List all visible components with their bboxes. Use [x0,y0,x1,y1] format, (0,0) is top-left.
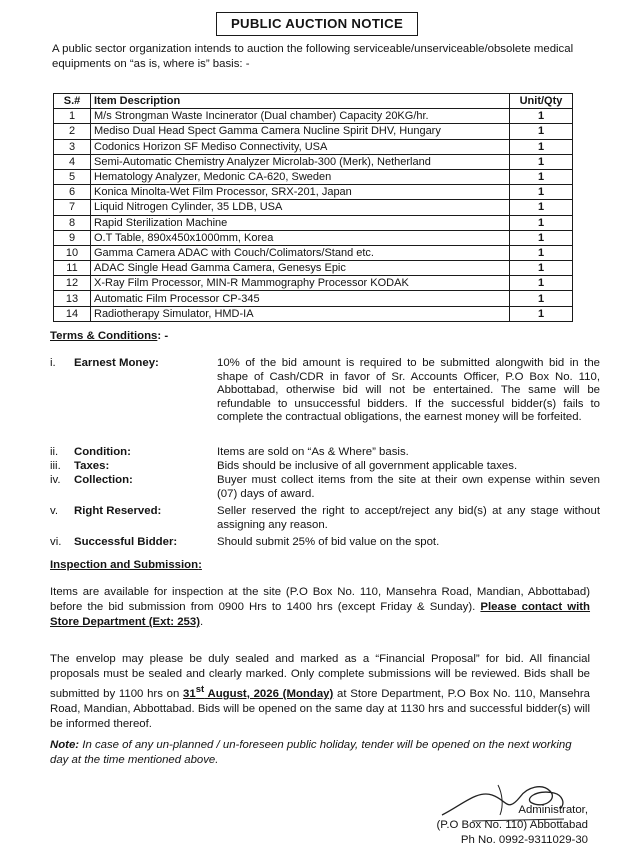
table-row [54,261,573,276]
cell-description: Gamma Camera ADAC with Couch/Colimators/Stand etc. [91,245,510,260]
signatory-title: Administrator, [518,804,588,816]
cell-description: Radiotherapy Simulator, HMD-IA [91,306,510,321]
submission-text-before: The envelop may please be duly sealed and marked as a “Financial Proposal” for bid. All financial proposals must be sealed and clearly marked. Only complete submissions will be reviewed. Bids shall be submitted by 1100 hrs on [50,653,590,700]
cell-sn: 6 [54,185,91,200]
term-number: iii. [50,460,61,472]
submission-deadline [183,684,334,700]
cell-description: Liquid Nitrogen Cylinder, 35 LDB, USA [91,200,510,215]
cell-qty: 1 [510,261,573,276]
note [50,738,590,768]
cell-qty: 1 [510,139,573,154]
cell-description: O.T Table, 890x450x1000mm, Korea [91,230,510,245]
cell-qty: 1 [510,185,573,200]
cell-description: Rapid Sterilization Machine [91,215,510,230]
table-row [54,185,573,200]
items-table [53,93,573,322]
table-row [54,230,573,245]
cell-description: Mediso Dual Head Spect Gamma Camera Nucline Spirit DHV, Hungary [91,124,510,139]
cell-description: Semi-Automatic Chemistry Analyzer Microlab-300 (Merk), Netherland [91,154,510,169]
term-label: Earnest Money: [74,357,159,369]
table-row [54,200,573,215]
cell-qty: 1 [510,109,573,124]
term-label: Collection: [74,474,133,486]
term-label: Right Reserved: [74,505,162,517]
term-value: 10% of the bid amount is required to be submitted alongwith bid in the shape of Cash/CDR in favor of Sr. Accounts Officer, P.O Box No. 110, Abbottabad, otherwise bid will not be entertained. The same will be refundable to unsuccessful bidders. If the successful bidder(s) fails to complete the contractual obligations, the earnest money will be forfeited. [217,357,600,424]
cell-qty: 1 [510,124,573,139]
cell-description: Codonics Horizon SF Mediso Connectivity, USA [91,139,510,154]
cell-sn: 13 [54,291,91,306]
term-number: v. [50,505,59,517]
cell-sn: 2 [54,124,91,139]
cell-sn: 11 [54,261,91,276]
inspection-heading [50,559,202,571]
inspection-text: Items are available for inspection at the site (P.O Box No. 110, Mansehra Road, Mandian, Abbottabad) before the bid submission from 0900 Hrs to 1400 hrs (except Friday & Sunday). [50,586,590,613]
term-value: Items are sold on “As & Where” basis. [217,446,409,458]
inspection-heading-text: Inspection and Submission [50,559,199,571]
inspection-paragraph [50,585,590,630]
table-row [54,306,573,321]
table-row [54,215,573,230]
cell-qty: 1 [510,215,573,230]
store-contact: Please contact with Store Department (Ext: 253) [50,601,591,628]
cell-sn: 5 [54,169,91,184]
cell-qty: 1 [510,291,573,306]
terms-heading-text: Terms & Conditions [50,330,158,342]
table-row [54,154,573,169]
term-value: Should submit 25% of bid value on the spot. [217,536,440,548]
intro-text: A public sector organization intends to auction the following serviceable/unserviceable/obsolete medical equipments on “as is, where is” basis: - [52,43,574,70]
term-number: ii. [50,446,59,458]
table-row [54,139,573,154]
note-label: Note: [50,739,80,751]
cell-qty: 1 [510,169,573,184]
signature-block [436,803,588,848]
deadline-day: 31 [183,687,196,700]
note-text: In case of any un-planned / un-foreseen public holiday, tender will be opened on the next working day at the time mentioned above. [50,739,572,766]
term-label: Taxes: [74,460,110,472]
signatory-phone: Ph No. 0992-9311029-30 [460,834,588,846]
term-number: vi. [50,536,62,548]
cell-qty: 1 [510,154,573,169]
header-description: Item Description [91,94,510,109]
table-row [54,169,573,184]
table-row [54,124,573,139]
term-number: i. [50,357,56,369]
cell-description: Hematology Analyzer, Medonic CA-620, Sweden [91,169,510,184]
cell-qty: 1 [510,230,573,245]
table-body [54,109,573,322]
notice-title: PUBLIC AUCTION NOTICE [216,12,418,36]
term-value: Seller reserved the right to accept/reject any bid(s) at any stage without assigning any reason. [217,505,600,531]
table-header-row [54,94,573,109]
cell-sn: 8 [54,215,91,230]
header-sn: S.# [54,94,91,109]
cell-qty: 1 [510,276,573,291]
term-value: Buyer must collect items from the site at their own expense within seven (07) days of award. [217,474,600,500]
terms-heading-suffix: : - [157,330,169,342]
cell-sn: 3 [54,139,91,154]
term-number: iv. [50,474,61,486]
table-row [54,291,573,306]
term-label: Successful Bidder: [74,536,178,548]
term-value: Bids should be inclusive of all government applicable taxes. [217,460,518,472]
cell-sn: 10 [54,245,91,260]
cell-description: M/s Strongman Waste Incinerator (Dual chamber) Capacity 20KG/hr. [91,109,510,124]
cell-sn: 14 [54,306,91,321]
cell-sn: 9 [54,230,91,245]
cell-sn: 7 [54,200,91,215]
table-row [54,245,573,260]
header-qty: Unit/Qty [510,94,573,109]
inspection-heading-suffix: : [198,559,202,571]
store-contact-suffix: . [200,616,204,628]
signatory-address: (P.O Box No. 110) Abbottabad [436,819,588,831]
submission-text-after: at Store Department, P.O Box No. 110, Mansehra Road, Mandian, Abbottabad. Bids will be opened on the same day at 1130 hrs and successful bidder(s) will be informed thereof. [50,687,591,730]
cell-description: Automatic Film Processor CP-345 [91,291,510,306]
cell-description: ADAC Single Head Gamma Camera, Genesys Epic [91,261,510,276]
deadline-date: August, 2026 (Monday) [204,687,334,700]
cell-sn: 1 [54,109,91,124]
cell-qty: 1 [510,245,573,260]
term-label: Condition: [74,446,131,458]
terms-heading [50,330,168,342]
cell-sn: 12 [54,276,91,291]
deadline-ordinal: st [195,684,205,695]
cell-description: X-Ray Film Processor, MIN-R Mammography Processor KODAK [91,276,510,291]
submission-paragraph [50,652,590,732]
cell-sn: 4 [54,154,91,169]
table-row [54,109,573,124]
cell-qty: 1 [510,200,573,215]
cell-qty: 1 [510,306,573,321]
table-row [54,276,573,291]
cell-description: Konica Minolta-Wet Film Processor, SRX-201, Japan [91,185,510,200]
